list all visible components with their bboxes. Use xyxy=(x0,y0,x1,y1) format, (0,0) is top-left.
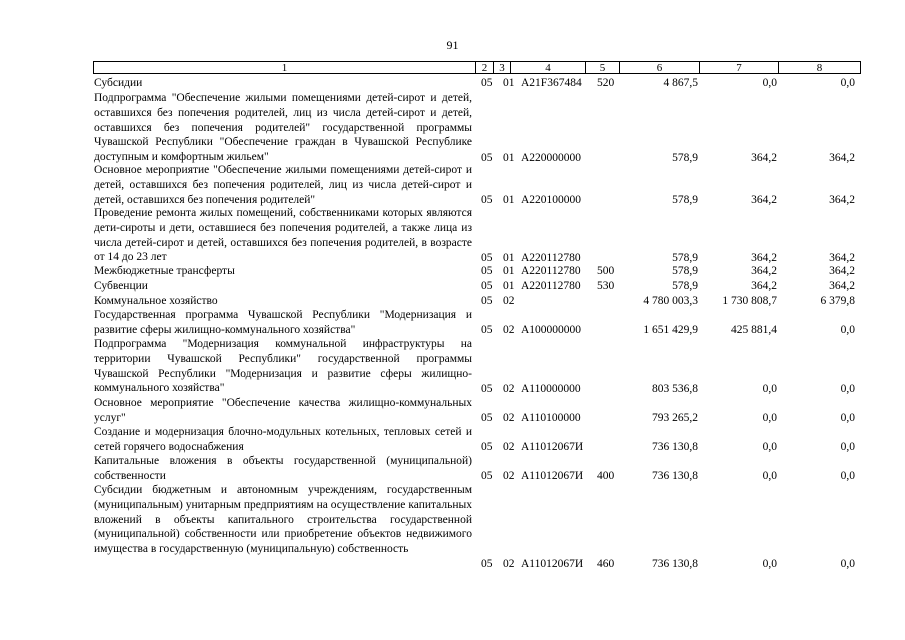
cell-value-7: 364,2 xyxy=(751,194,777,207)
cell-value-8: 364,2 xyxy=(829,252,855,265)
cell-value-8: 0,0 xyxy=(840,441,855,454)
cell-expense-type: 400 xyxy=(597,470,615,483)
cell-subsection: 02 xyxy=(503,295,515,308)
table-row xyxy=(0,483,905,572)
cell-subsection: 01 xyxy=(503,152,515,165)
cell-value-6: 578,9 xyxy=(672,152,698,165)
cell-subsection: 02 xyxy=(503,558,515,571)
table-header xyxy=(93,61,861,74)
cell-section: 05 xyxy=(481,295,493,308)
cell-subsection: 01 xyxy=(503,77,515,90)
table-row xyxy=(0,337,905,397)
table-row xyxy=(0,294,905,309)
cell-subsection: 02 xyxy=(503,383,515,396)
cell-value-8: 364,2 xyxy=(829,280,855,293)
table-row xyxy=(0,396,905,426)
cell-section: 05 xyxy=(481,470,493,483)
row-name: Субсидии бюджетным и автономным учреждениям, государственным (муниципальным) унитарным предприятиям на осуществление капитальных вложений в объекты капитального строительства государственной (муниципальной) собственности или приобретение объектов недвижимого имущества в государственную (муниципальную) собственность xyxy=(94,484,472,556)
cell-value-6: 578,9 xyxy=(672,194,698,207)
table-row xyxy=(0,308,905,338)
cell-target-code: A220112780 xyxy=(521,280,581,293)
cell-section: 05 xyxy=(481,252,493,265)
table-row xyxy=(0,206,905,266)
cell-value-6: 803 536,8 xyxy=(652,383,698,396)
cell-value-6: 1 651 429,9 xyxy=(643,324,698,337)
cell-target-code: A100000000 xyxy=(521,324,582,337)
table-row xyxy=(0,163,905,208)
row-name: Проведение ремонта жилых помещений, собственниками которых являются дети-сироты и дети, оставшиеся без попечения родителей, а также лица из числа детей-сирот и детей, оставшихся без попечения родителей, в возрасте от 14 до 23 лет xyxy=(94,207,472,264)
cell-value-8: 364,2 xyxy=(829,152,855,165)
cell-value-7: 1 730 808,7 xyxy=(722,295,777,308)
cell-section: 05 xyxy=(481,77,493,90)
row-name: Основное мероприятие "Обеспечение жилыми помещениями детей-сирот и детей, оставшихся без попечения родителей, лиц из числа детей-сирот и детей, оставшихся без попечения родителей" xyxy=(94,164,472,206)
cell-value-8: 0,0 xyxy=(840,324,855,337)
cell-section: 05 xyxy=(481,194,493,207)
cell-value-8: 0,0 xyxy=(840,412,855,425)
cell-expense-type: 500 xyxy=(597,265,615,278)
cell-target-code: A220112780 xyxy=(521,265,581,278)
cell-subsection: 02 xyxy=(503,412,515,425)
cell-section: 05 xyxy=(481,383,493,396)
cell-value-7: 364,2 xyxy=(751,152,777,165)
row-name: Капитальные вложения в объекты государственной (муниципальной) собственности xyxy=(94,455,472,482)
cell-target-code: A220000000 xyxy=(521,152,582,165)
cell-value-6: 578,9 xyxy=(672,265,698,278)
row-name: Подпрограмма "Модернизация коммунальной инфраструктуры на территории Чувашской Республики" государственной программы Чувашской Республики "Модернизация и развитие сферы жилищно-коммунального хозяйства" xyxy=(94,338,472,395)
row-name: Коммунальное хозяйство xyxy=(94,295,218,307)
row-name: Государственная программа Чувашской Республики "Модернизация и развитие сферы жилищно-коммунального хозяйства" xyxy=(94,309,472,336)
cell-value-8: 364,2 xyxy=(829,265,855,278)
cell-value-6: 736 130,8 xyxy=(652,558,698,571)
header-col-7: 7 xyxy=(700,62,779,74)
cell-expense-type: 460 xyxy=(597,558,615,571)
header-col-3: 3 xyxy=(494,62,511,74)
header-col-6: 6 xyxy=(620,62,700,74)
cell-subsection: 02 xyxy=(503,324,515,337)
cell-value-8: 0,0 xyxy=(840,383,855,396)
cell-value-7: 0,0 xyxy=(762,383,777,396)
header-col-8: 8 xyxy=(779,62,861,74)
cell-value-7: 0,0 xyxy=(762,558,777,571)
cell-value-7: 0,0 xyxy=(762,470,777,483)
cell-value-8: 0,0 xyxy=(840,77,855,90)
cell-subsection: 01 xyxy=(503,252,515,265)
table-row xyxy=(0,279,905,294)
cell-target-code: A11012067И xyxy=(521,470,584,483)
page-number: 91 xyxy=(446,38,459,52)
cell-value-8: 364,2 xyxy=(829,194,855,207)
cell-subsection: 01 xyxy=(503,265,515,278)
cell-value-6: 578,9 xyxy=(672,280,698,293)
row-name: Субвенции xyxy=(94,280,148,292)
cell-value-6: 736 130,8 xyxy=(652,441,698,454)
cell-value-8: 0,0 xyxy=(840,470,855,483)
table-row xyxy=(0,264,905,279)
cell-value-6: 793 265,2 xyxy=(652,412,698,425)
table-row xyxy=(0,454,905,484)
cell-expense-type: 530 xyxy=(597,280,615,293)
cell-value-6: 736 130,8 xyxy=(652,470,698,483)
cell-section: 05 xyxy=(481,441,493,454)
cell-subsection: 02 xyxy=(503,470,515,483)
cell-subsection: 02 xyxy=(503,441,515,454)
cell-target-code: A21F367484 xyxy=(521,77,582,90)
cell-value-7: 0,0 xyxy=(762,441,777,454)
row-name: Подпрограмма "Обеспечение жилыми помещениями детей-сирот и детей, оставшихся без попечения родителей, лиц из числа детей-сирот и детей, оставшихся без попечения родителей" государственной программы Чувашской Республики "Обеспечение граждан в Чувашской Республике доступным и комфортным жильем" xyxy=(94,92,472,164)
cell-expense-type: 520 xyxy=(597,77,615,90)
row-name: Межбюджетные трансферты xyxy=(94,265,235,277)
cell-target-code: A11012067И xyxy=(521,558,584,571)
cell-target-code: A220100000 xyxy=(521,194,582,207)
cell-value-8: 0,0 xyxy=(840,558,855,571)
table-row xyxy=(0,91,905,166)
cell-target-code: A110100000 xyxy=(521,412,581,425)
table-row xyxy=(0,76,905,91)
cell-value-6: 4 780 003,3 xyxy=(643,295,698,308)
cell-value-6: 4 867,5 xyxy=(663,77,698,90)
cell-target-code: A11012067И xyxy=(521,441,584,454)
cell-value-8: 6 379,8 xyxy=(820,295,855,308)
header-col-2: 2 xyxy=(476,62,494,74)
row-name: Основное мероприятие "Обеспечение качества жилищно-коммунальных услуг" xyxy=(94,397,472,424)
table-row xyxy=(0,425,905,455)
cell-value-6: 578,9 xyxy=(672,252,698,265)
cell-value-7: 0,0 xyxy=(762,77,777,90)
cell-value-7: 364,2 xyxy=(751,252,777,265)
cell-value-7: 364,2 xyxy=(751,265,777,278)
cell-section: 05 xyxy=(481,265,493,278)
header-col-4: 4 xyxy=(511,62,586,74)
row-name: Создание и модернизация блочно-модульных котельных, тепловых сетей и сетей горячего водоснабжения xyxy=(94,426,472,453)
cell-section: 05 xyxy=(481,280,493,293)
cell-target-code: A110000000 xyxy=(521,383,581,396)
header-col-1: 1 xyxy=(94,62,476,74)
row-name: Субсидии xyxy=(94,77,143,89)
cell-section: 05 xyxy=(481,412,493,425)
cell-target-code: A220112780 xyxy=(521,252,581,265)
cell-subsection: 01 xyxy=(503,194,515,207)
header-col-5: 5 xyxy=(586,62,620,74)
cell-section: 05 xyxy=(481,152,493,165)
cell-section: 05 xyxy=(481,558,493,571)
cell-value-7: 364,2 xyxy=(751,280,777,293)
cell-value-7: 0,0 xyxy=(762,412,777,425)
cell-subsection: 01 xyxy=(503,280,515,293)
cell-value-7: 425 881,4 xyxy=(731,324,777,337)
cell-section: 05 xyxy=(481,324,493,337)
